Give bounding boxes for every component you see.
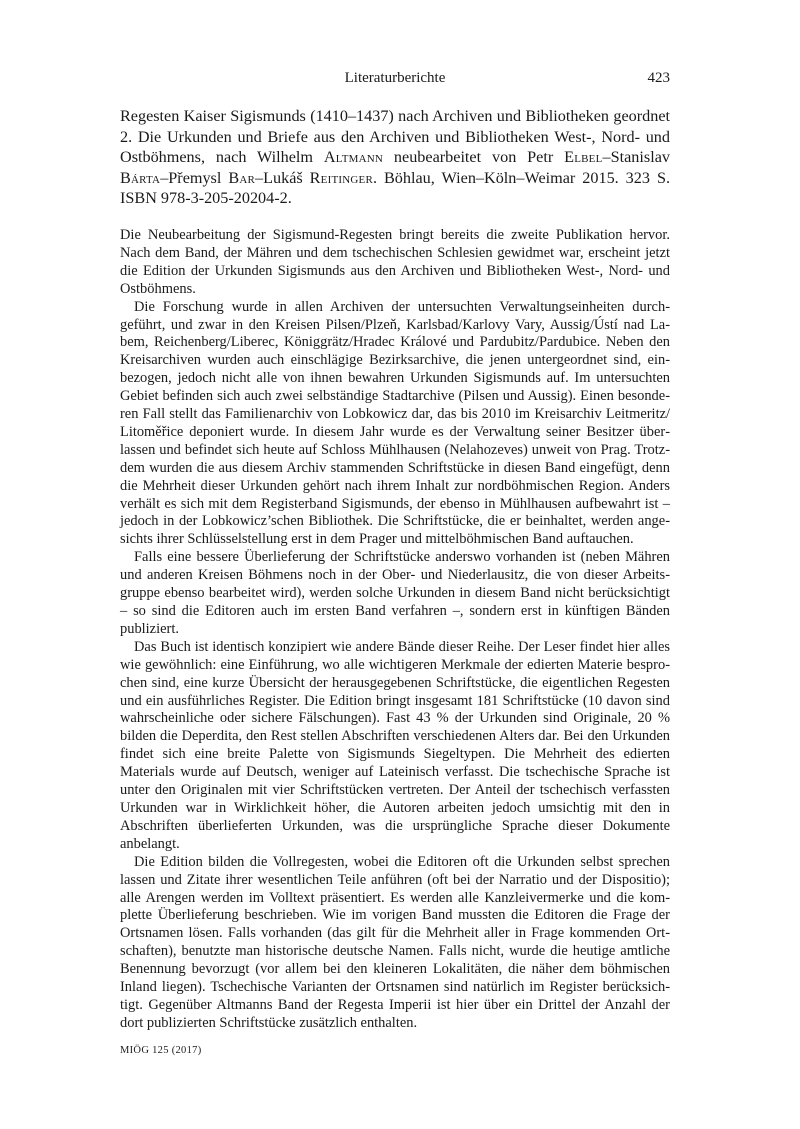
review-body [120,106,670,1033]
running-head [120,70,670,90]
citation-text: Regesten Kaiser Sigismunds (1410–1437) nach Archiven und Bibliotheken geordnet 2. Die Urkunden und Briefe aus den Archiven und Bibliotheken West-, Nord- und Ostböhmens, nach Wilhelm [120,107,670,167]
editor-name: Reitinger [309,168,373,187]
citation-text: neubearbeitet von Petr [383,148,565,167]
bibliographic-citation [120,106,670,209]
citation-text: . Böhlau, Wien–Köln–Weimar 2015. 323 S. ISBN 978-3-205-20204-2. [120,168,670,208]
page-number: 423 [647,70,670,86]
editor-name: Bar [228,168,256,187]
review-paragraph: Die Edition bilden die Vollregesten, wobei die Editoren oft die Urkunden selbst sprechen lassen und Zitate ihrer wesentlichen Teile anführen (oft bei der Narratio und der Dispositio); alle Arengen werden im Volltext präsentiert. Es werden alle Kanzleivermerke und die komplette Überlieferung beschrieben. Wie im vorigen Band mussten die Editoren die Frage der Ortsnamen lösen. Falls vorhanden (das gilt für die Mehrheit aller in Frage kommenden Ortschaften), benutzte man historische deutsche Namen. Falls nicht, wurde die heutige amtliche Benennung bevorzugt (vor allem bei den kleineren Lokalitäten, die näher dem böhmischen Inland liegen). Tschechische Varianten der Ortsnamen sind natürlich im Register berücksichtigt. Gegenüber Altmanns Band der Regesta Imperii ist hier über ein Drittel der Anzahl der dort publizierten Schriftstücke zusätzlich enthalten. [120,853,670,1031]
journal-footer: MIÖG 125 (2017) [120,1045,202,1056]
citation-text: –Přemysl [160,168,229,187]
citation-text: –Lukáš [255,168,310,187]
author-name: Altmann [323,148,384,167]
editor-name: Elbel [564,148,603,167]
running-title: Literaturberichte [344,70,446,86]
editor-name: Bárta [120,168,161,187]
citation-text: –Stanislav [602,148,670,167]
review-paragraph: Die Forschung wurde in allen Archiven der untersuchten Verwaltungseinheiten durchgeführt, und zwar in den Kreisen Pilsen/Plzeň, Karlsbad/Karlovy Vary, Aussig/Ústí nad Labem, Reichenberg/Liberec, Königgrätz/Hradec Králové und Pardubitz/Pardubice. Neben den Kreisarchiven wurden auch einschlägige Bezirksarchive, die jenen untergeordnet sind, einbezogen, jedoch nicht alle von ihnen bewahren Urkunden Sigismunds auf. Im untersuchten Gebiet befinden sich auch zwei selbständige Stadtarchive (Pilsen und Aussig). Einen besonderen Fall stellt das Familienarchiv von Lobkowicz dar, das bis 2010 im Kreisarchiv Leitmeritz/​Litoměřice deponiert wurde. In diesem Jahr wurde es der Verwaltung seiner Besitzer überlassen und befindet sich heute auf Schloss Mühlhausen (Nelahozeves) unweit von Prag. Trotzdem wurden die aus diesem Archiv stammenden Schriftstücke in diesen Band eingefügt, denn die Mehrheit dieser Urkunden gehört nach ihrem Inhalt zur nordböhmischen Region. Anders verhält es sich mit dem Registerband Sigismunds, der ebenso in Mühlhausen aufbewahrt ist – jedoch in der Lobkowicz’schen Bibliothek. Die Schriftstücke, die er beinhaltet, werden angesichts ihrer Schlüsselstellung erst in dem Prager und mittelböhmischen Band auftauchen. [120,298,670,548]
review-paragraph: Falls eine bessere Überlieferung der Schriftstücke anderswo vorhanden ist (neben Mähren und anderen Kreisen Böhmens noch in der Ober- und Niederlausitz, die von dieser Arbeitsgruppe ebenso bearbeitet wird), werden solche Urkunden in diesem Band nicht berücksichtigt – so sind die Editoren auch im ersten Band verfahren –, sondern erst in künftigen Bänden publiziert. [120,549,670,637]
review-paragraph: Das Buch ist identisch konzipiert wie andere Bände dieser Reihe. Der Leser findet hier alles wie gewöhnlich: eine Einführung, wo alle wichtigeren Merkmale der edierten Materie besprochen sind, eine kurze Übersicht der herausgegebenen Schriftstücke, die eigentlichen Regesten und ein ausführliches Register. Die Edition bringt insgesamt 181 Schriftstücke (10 davon sind wahrscheinliche oder sichere Fälschungen). Fast 43 % der Urkunden sind Originale, 20 % bilden die Deperdita, den Rest stellen Abschriften verschiedenen Alters dar. Bei den Urkunden findet sich eine breite Palette von Sigismunds Siegeltypen. Die Mehrheit des edierten Materials wurde auf Deutsch, weniger auf Lateinisch verfasst. Die tschechische Sprache ist unter den Originalen mit vier Schriftstücken vertreten. Der Anteil der tschechisch verfassten Urkunden war in Wirklichkeit höher, die Autoren arbeiten jedoch umsichtig mit den in Abschriften überlieferten Urkunden, was die ursprüngliche Sprache dieser Dokumente anbelangt. [120,638,670,852]
review-paragraph: Die Neubearbeitung der Sigismund-Regesten bringt bereits die zweite Publikation hervor. Nach dem Band, der Mähren und dem tschechischen Schlesien gewidmet war, erscheint jetzt die Edition der Urkunden Sigismunds aus den Archiven und Bibliotheken West-, Nord- und Ostböhmens. [120,226,670,297]
